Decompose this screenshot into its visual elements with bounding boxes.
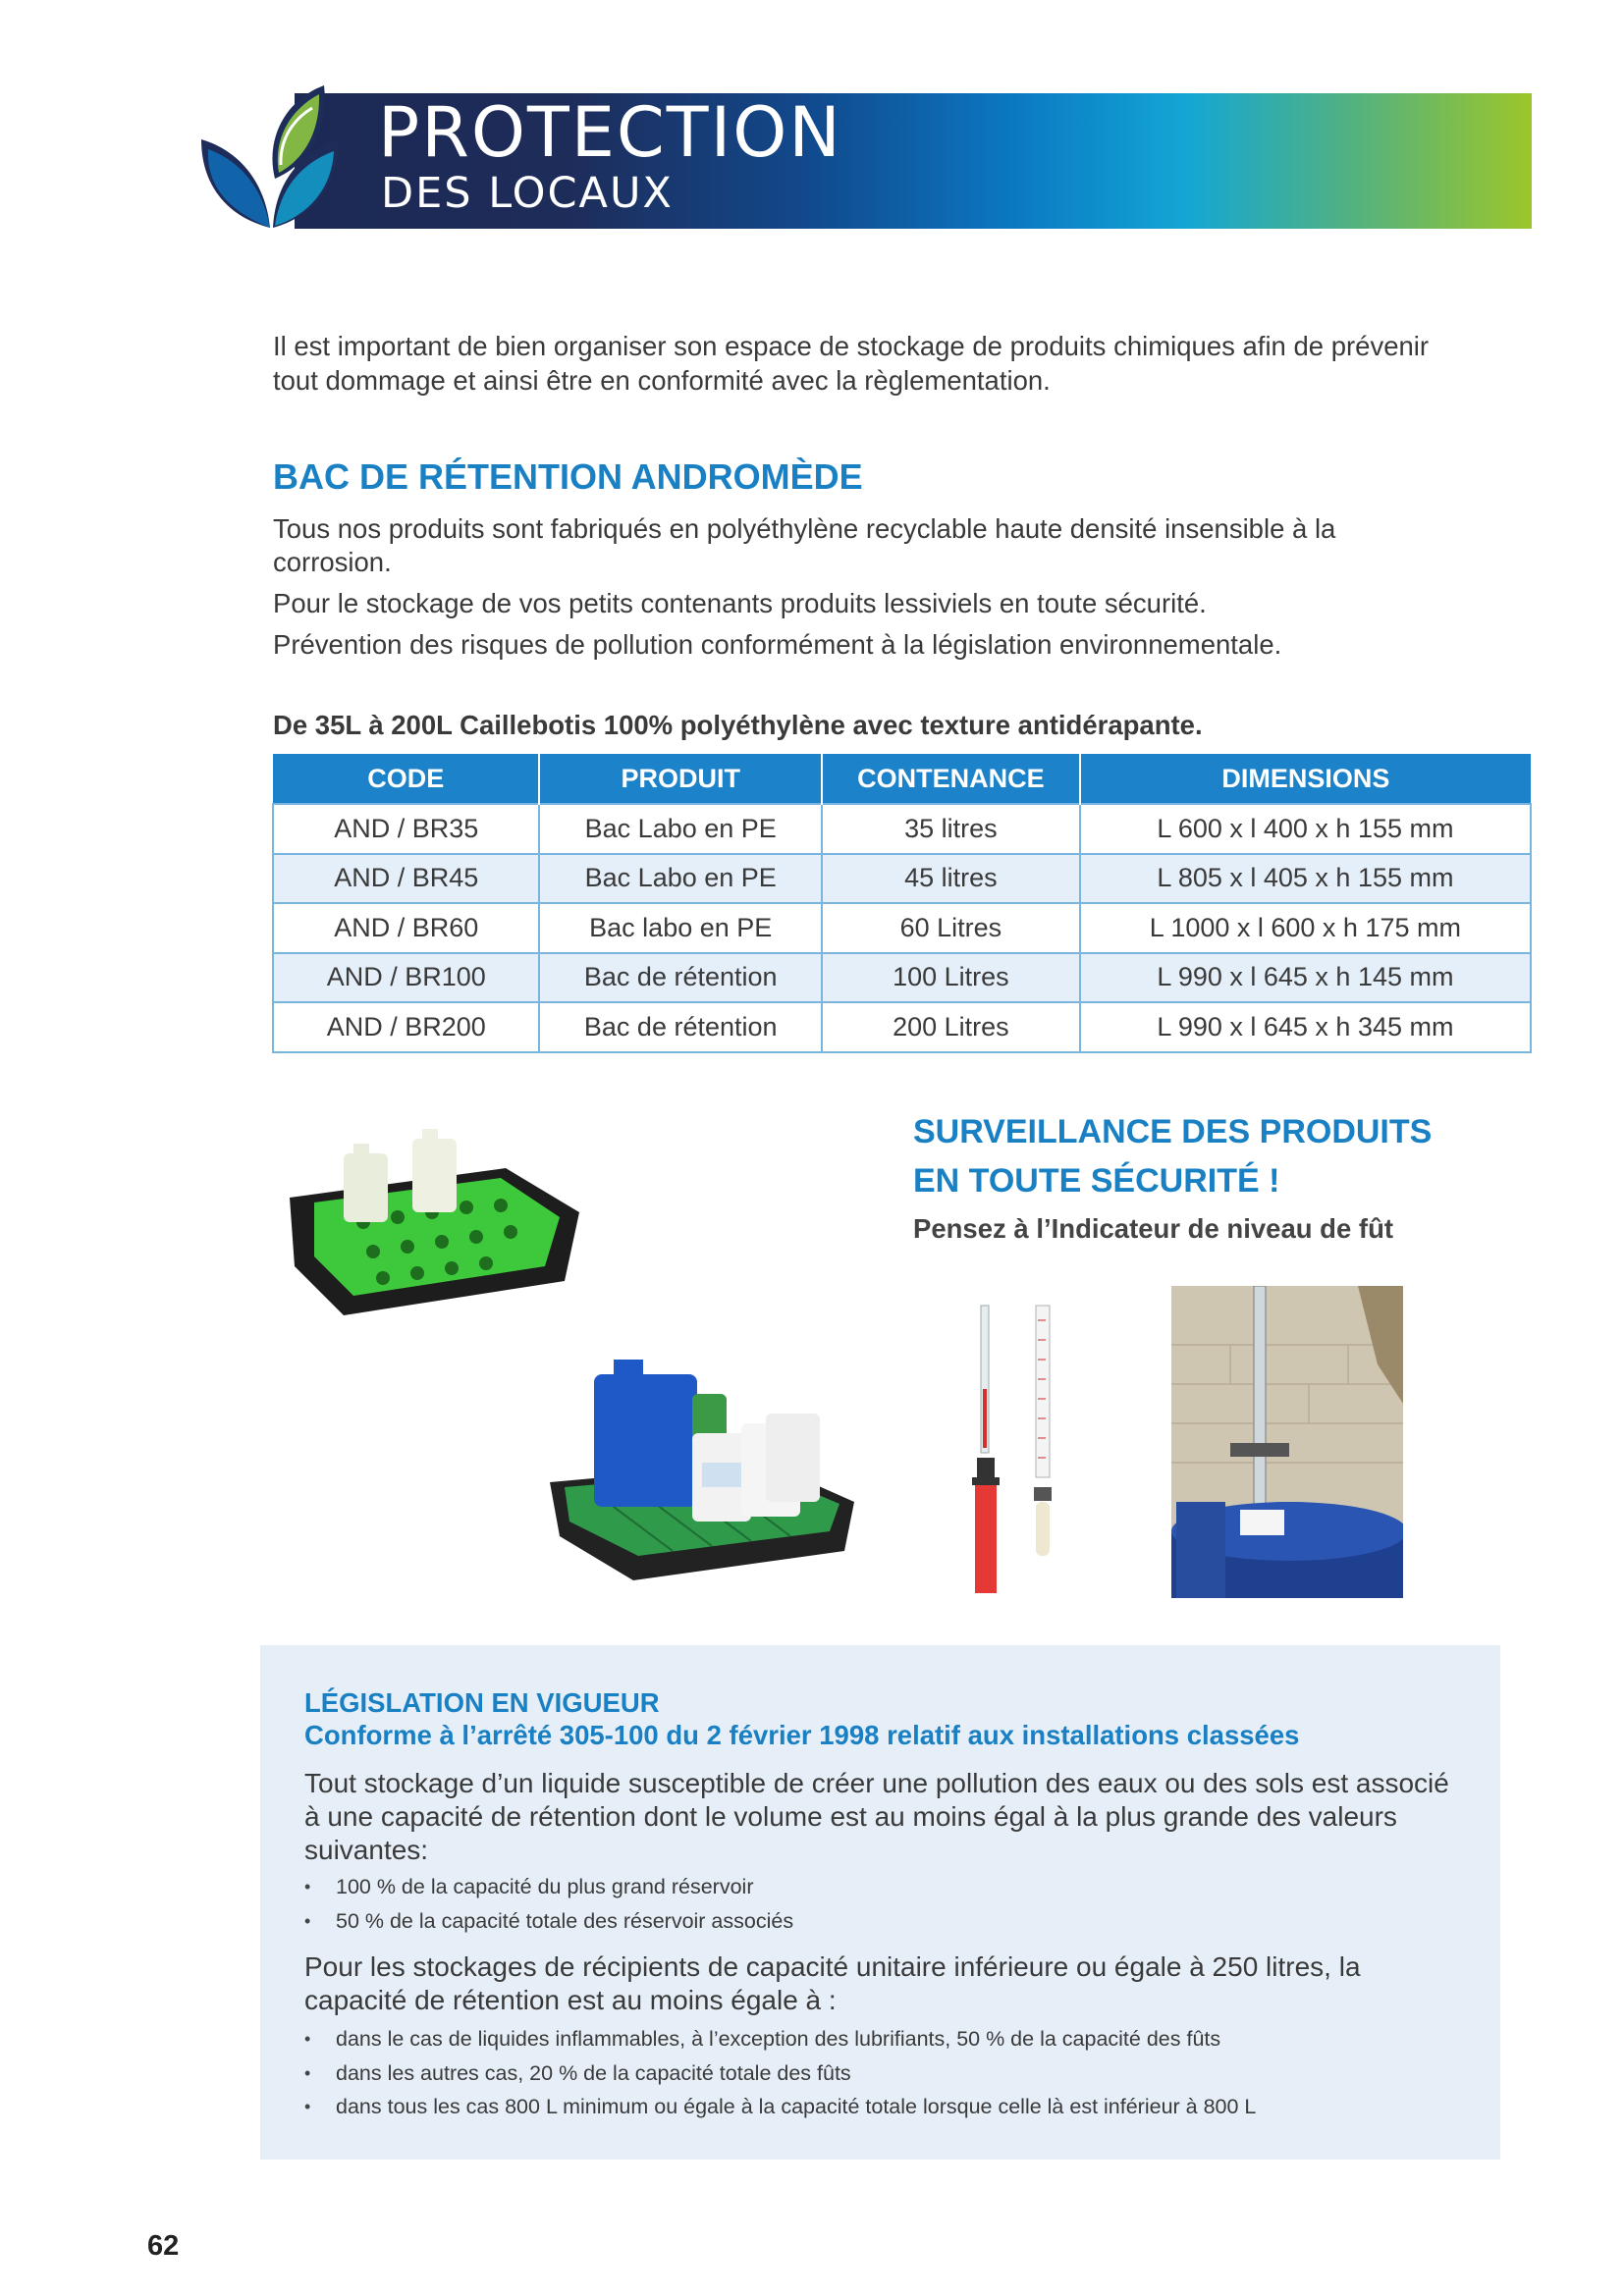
cell-dimensions: L 1000 x l 600 x h 175 mm (1080, 903, 1531, 953)
section-title-bac-retention: BAC DE RÉTENTION ANDROMÈDE (273, 456, 863, 497)
page-number: 62 (147, 2230, 180, 2262)
column-header-produit: PRODUIT (539, 754, 822, 804)
table-header-row (273, 754, 1531, 804)
table-caption: De 35L à 200L Caillebotis 100% polyéthylène avec texture antidérapante. (273, 710, 1203, 740)
legislation-subtitle: Conforme à l’arrêté 305-100 du 2 février 1998 relatif aux installations classées (304, 1720, 1300, 1750)
list-item: • dans les autres cas, 20 % de la capacité totale des fûts (304, 2056, 1256, 2091)
cell-produit: Bac Labo en PE (539, 804, 822, 854)
legislation-title: LÉGISLATION EN VIGUEUR (304, 1687, 660, 1718)
cell-dimensions: L 805 x l 405 x h 155 mm (1080, 854, 1531, 904)
cell-code: AND / BR45 (273, 854, 539, 904)
column-header-contenance: CONTENANCE (822, 754, 1080, 804)
surveillance-title-line: SURVEILLANCE DES PRODUITS (913, 1113, 1433, 1150)
legislation-list (304, 1870, 793, 1938)
column-header-code: CODE (273, 754, 539, 804)
page-title: PROTECTION (378, 92, 842, 173)
surveillance-title (913, 1107, 1432, 1205)
drum-level-indicator-image (947, 1301, 1075, 1595)
table-row (273, 903, 1531, 953)
leaf-logo-icon (196, 80, 344, 238)
cell-contenance: 45 litres (822, 854, 1080, 904)
surveillance-title-line: EN TOUTE SÉCURITÉ ! (913, 1162, 1280, 1200)
table-row (273, 854, 1531, 904)
cell-dimensions: L 990 x l 645 x h 345 mm (1080, 1002, 1531, 1052)
description-line: Tous nos produits sont fabriqués en polyéthylène recyclable haute densité insensible à la corrosion. (273, 513, 1336, 577)
cell-code: AND / BR100 (273, 953, 539, 1003)
cell-dimensions: L 600 x l 400 x h 155 mm (1080, 804, 1531, 854)
cell-dimensions: L 990 x l 645 x h 145 mm (1080, 953, 1531, 1003)
list-item: • 100 % de la capacité du plus grand réservoir (304, 1870, 793, 1904)
legislation-paragraph: Pour les stockages de récipients de capacité unitaire inférieure ou égale à 250 litres, la capacité de rétention est au moins égale à : (304, 1951, 1361, 2015)
cell-code: AND / BR60 (273, 903, 539, 953)
product-spec-table (272, 754, 1532, 1053)
cell-produit: Bac de rétention (539, 953, 822, 1003)
description-line: Pour le stockage de vos petits contenants produits lessiviels en toute sécurité. (273, 588, 1207, 618)
cell-contenance: 35 litres (822, 804, 1080, 854)
intro-paragraph: Il est important de bien organiser son espace de stockage de produits chimiques afin de prévenir tout dommage et ainsi être en conformité avec la règlementation. (273, 331, 1430, 396)
cell-produit: Bac Labo en PE (539, 854, 822, 904)
column-header-dimensions: DIMENSIONS (1080, 754, 1531, 804)
legislation-paragraph: Tout stockage d’un liquide susceptible de créer une pollution des eaux ou des sols est associé à une capacité de rétention dont le volume est au moins égal à la plus grande des valeurs suivantes: (304, 1768, 1449, 1865)
legislation-list (304, 2022, 1256, 2124)
list-item: • dans tous les cas 800 L minimum ou égale à la capacité totale lorsque celle là est inférieur à 800 L (304, 2090, 1256, 2124)
cell-produit: Bac de rétention (539, 1002, 822, 1052)
cell-code: AND / BR35 (273, 804, 539, 854)
indicator-on-drum-photo (1171, 1286, 1403, 1598)
table-row (273, 1002, 1531, 1052)
legislation-heading (304, 1686, 1299, 1751)
page-subtitle: DES LOCAUX (381, 169, 674, 218)
cell-contenance: 60 Litres (822, 903, 1080, 953)
description-line: Prévention des risques de pollution conformément à la législation environnementale. (273, 629, 1282, 660)
surveillance-subtitle: Pensez à l’Indicateur de niveau de fût (913, 1213, 1394, 1244)
cell-contenance: 200 Litres (822, 1002, 1080, 1052)
table-row (273, 953, 1531, 1003)
list-item: • 50 % de la capacité totale des réservoir associés (304, 1904, 793, 1939)
cell-contenance: 100 Litres (822, 953, 1080, 1003)
list-item: • dans le cas de liquides inflammables, à l’exception des lubrifiants, 50 % de la capacité des fûts (304, 2022, 1256, 2056)
cell-produit: Bac labo en PE (539, 903, 822, 953)
small-retention-tray-image (285, 1129, 589, 1325)
table-row (273, 804, 1531, 854)
cell-code: AND / BR200 (273, 1002, 539, 1052)
section-description (273, 512, 1451, 669)
large-retention-tray-image (545, 1355, 859, 1590)
